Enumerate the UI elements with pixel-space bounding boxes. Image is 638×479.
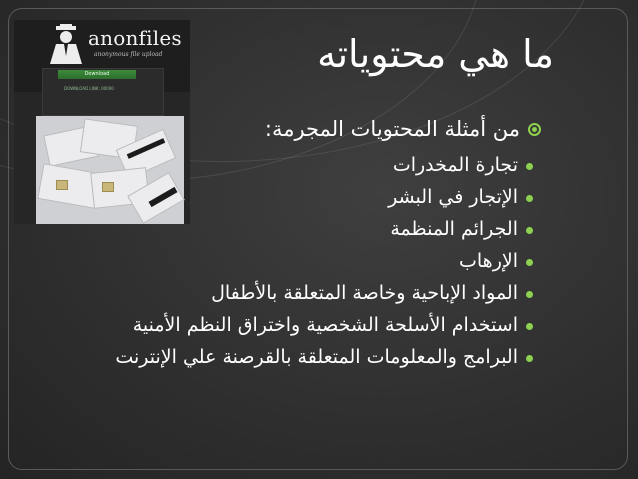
list-item: الإرهاب [78,248,518,275]
download-link: DOWNLOAD LINK: 00000 [64,86,114,91]
download-button: Download [58,70,136,79]
dot-bullet-icon [526,163,533,170]
list-item: الإتجار في البشر [78,184,518,211]
anonymous-mask-icon [44,24,88,64]
dot-bullet-icon [526,227,533,234]
list-item: الجرائم المنظمة [78,216,518,243]
slide-title: ما هي محتوياته [317,32,554,76]
list-item: المواد الإباحية وخاصة المتعلقة بالأطفال [78,280,518,307]
dot-bullet-icon [526,323,533,330]
site-name: anonfiles [88,26,182,50]
dot-bullet-icon [526,195,533,202]
dot-bullet-icon [526,291,533,298]
circle-bullet-icon [528,123,541,136]
main-point: من أمثلة المحتويات المجرمة: [264,117,520,141]
site-tagline: anonymous file upload [94,51,163,58]
list-item: البرامج والمعلومات المتعلقة بالقرصنة علي الإنترنت [78,344,518,371]
list-item: تجارة المخدرات [78,152,518,179]
dot-bullet-icon [526,355,533,362]
dot-bullet-icon [526,259,533,266]
bullet-list [78,152,518,376]
list-item: استخدام الأسلحة الشخصية واختراق النظم الأمنية [78,312,518,339]
